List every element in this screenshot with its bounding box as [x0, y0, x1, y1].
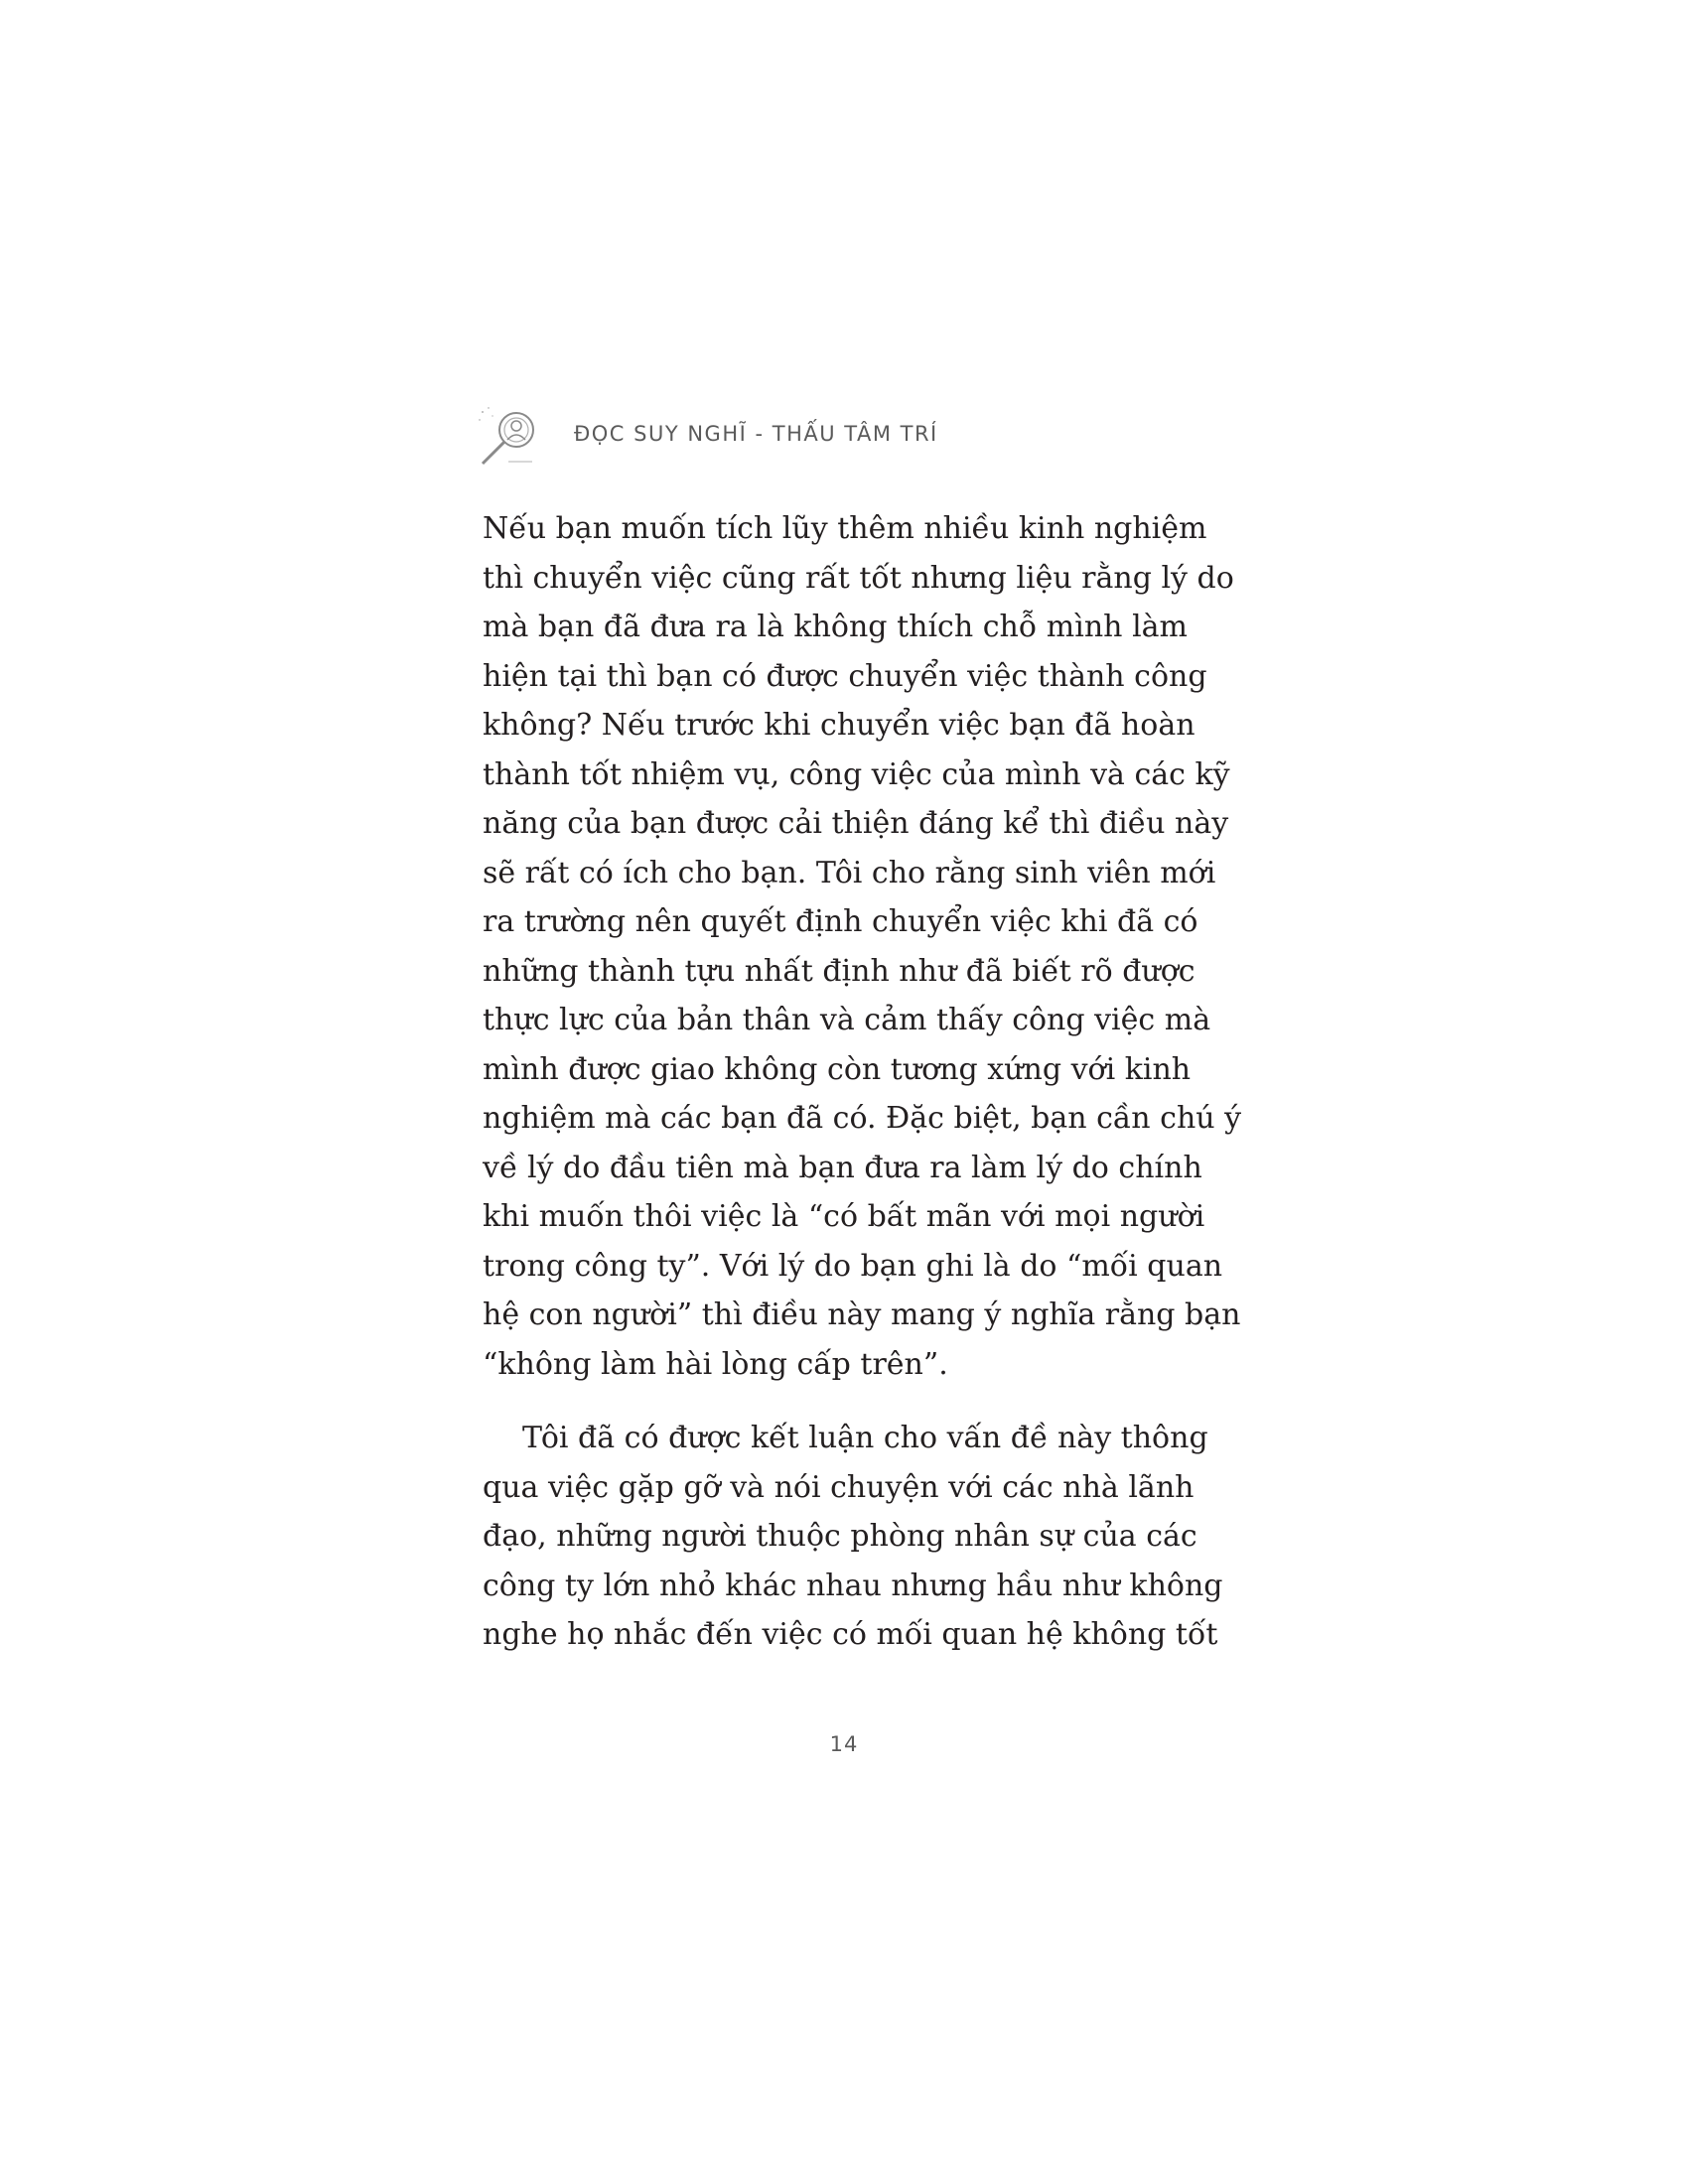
page-number: 14: [829, 1732, 859, 1756]
text-line: ra trường nên quyết định chuyển việc khi đã có: [483, 904, 1198, 939]
text-line: khi muốn thôi việc là “có bất mãn với mọi người: [483, 1199, 1205, 1234]
text-line: thực lực của bản thân và cảm thấy công việc mà: [483, 1003, 1211, 1037]
text-line: “không làm hài lòng cấp trên”.: [483, 1346, 948, 1382]
text-line: hệ con người” thì điều này mang ý nghĩa rằng bạn: [483, 1297, 1241, 1332]
text-line: trong công ty”. Với lý do bạn ghi là do “mối quan: [483, 1248, 1223, 1284]
paragraph: [483, 1414, 1223, 1660]
text-line: qua việc gặp gỡ và nói chuyện với các nhà lãnh: [483, 1469, 1195, 1505]
text-line: những thành tựu nhất định như đã biết rõ được: [483, 953, 1196, 989]
text-line: mà bạn đã đưa ra là không thích chỗ mình làm: [483, 610, 1188, 644]
running-header: [475, 402, 1190, 472]
text-line: năng của bạn được cải thiện đáng kể thì điều này: [483, 806, 1229, 841]
text-line: hiện tại thì bạn có được chuyển việc thành công: [483, 658, 1207, 694]
paragraph: [483, 504, 1242, 1389]
text-line: sẽ rất có ích cho bạn. Tôi cho rằng sinh viên mới: [483, 855, 1216, 890]
running-header-title: ĐỌC SUY NGHĨ - THẤU TÂM TRÍ: [574, 422, 938, 446]
text-line: nghiệm mà các bạn đã có. Đặc biệt, bạn cần chú ý: [483, 1101, 1242, 1136]
text-line: đạo, những người thuộc phòng nhân sự của các: [483, 1519, 1197, 1554]
text-line: về lý do đầu tiên mà bạn đưa ra làm lý do chính: [483, 1150, 1202, 1185]
text-line: thành tốt nhiệm vụ, công việc của mình và các kỹ: [483, 756, 1230, 792]
text-line: thì chuyển việc cũng rất tốt nhưng liệu rằng lý do: [483, 560, 1234, 596]
body-text: [483, 504, 1242, 1660]
text-line: Nếu bạn muốn tích lũy thêm nhiều kinh nghiệm: [483, 511, 1207, 546]
paragraph-gap: [483, 1389, 1188, 1414]
text-line: Tôi đã có được kết luận cho vấn đề này thông: [522, 1421, 1208, 1455]
text-line: nghe họ nhắc đến việc có mối quan hệ không tốt: [483, 1617, 1218, 1652]
magnifier-head-icon: [475, 402, 544, 472]
text-line: công ty lớn nhỏ khác nhau nhưng hầu như không: [483, 1568, 1223, 1603]
text-line: mình được giao không còn tương xứng với kinh: [483, 1051, 1192, 1087]
text-line: không? Nếu trước khi chuyển việc bạn đã hoàn: [483, 708, 1196, 743]
